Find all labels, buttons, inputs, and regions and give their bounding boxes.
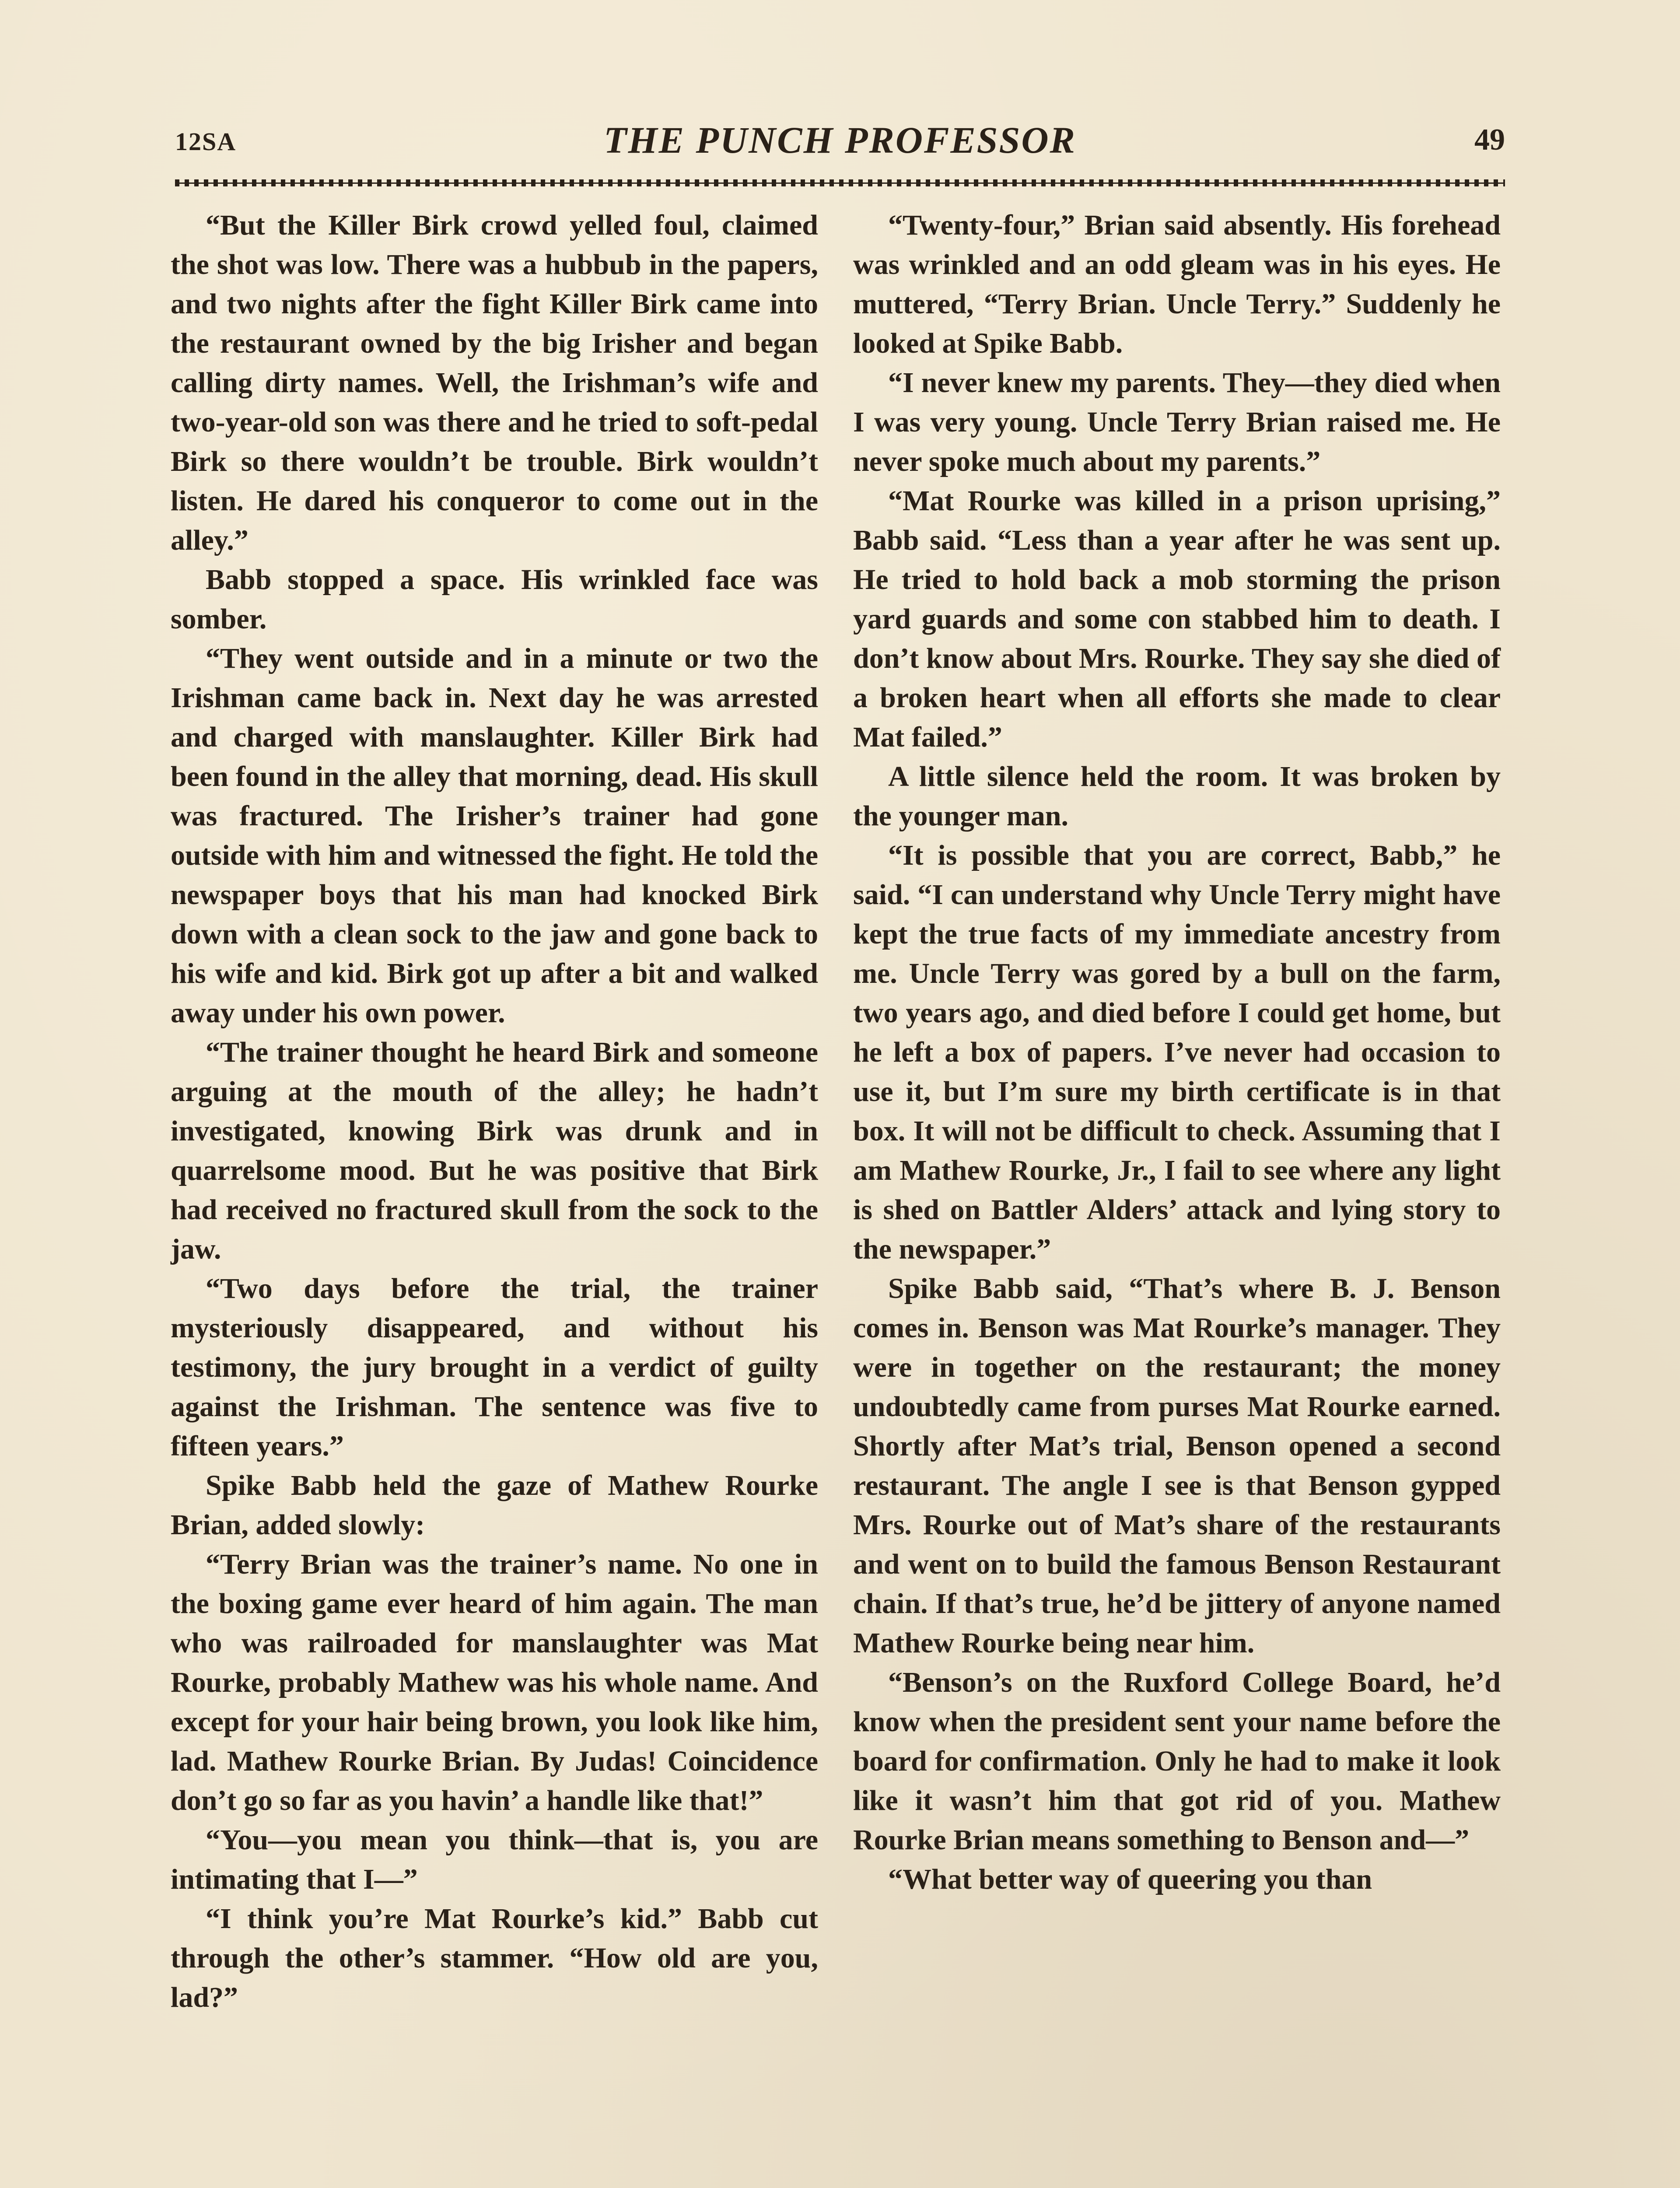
paragraph: Spike Babb held the gaze of Mathew Rourke Brian, added slowly:: [171, 1469, 818, 1541]
paragraph: A little silence held the room. It was broken by the younger man.: [853, 761, 1501, 832]
paragraph: “They went outside and in a minute or two the Irishman came back in. Next day he was arrested and charged with manslaughter. Killer Birk had been found in the alley that morning, dead. His skull was fractured. The Irisher’s trainer had gone outside with him and witnessed the fight. He told the newspaper boys that his man had knocked Birk down with a clean sock to the jaw and gone back to his wife and kid. Birk got up after a bit and walked away under his own power.: [171, 642, 818, 1029]
story-title: THE PUNCH PROFESSOR: [604, 119, 1076, 161]
page-number: 49: [1474, 123, 1505, 157]
paragraph: “What better way of queering you than: [888, 1863, 1372, 1895]
paragraph: “Twenty-four,” Brian said absently. His forehead was wrinkled and an odd gleam was in his eyes. He muttered, “Terry Brian. Uncle Terry.” Suddenly he looked at Spike Babb.: [853, 209, 1501, 359]
paragraph: “You—you mean you think—that is, you are intimating that I—”: [171, 1824, 818, 1895]
paragraph: “But the Killer Birk crowd yelled foul, claimed the shot was low. There was a hubbub in the papers, and two nights after the fight Killer Birk came into the restaurant owned by the big Irisher and began calling dirty names. Well, the Irishman’s wife and two-year-old son was there and he tried to soft-pedal Birk so there wouldn’t be trouble. Birk wouldn’t listen. He dared his conqueror to come out in the alley.”: [171, 209, 818, 556]
paragraph: “Terry Brian was the trainer’s name. No one in the boxing game ever heard of him again. The man who was railroaded for manslaughter was Mat Rourke, probably Mathew was his whole name. And except for your hair being brown, you look like him, lad. Mathew Rourke Brian. By Judas! Coincidence don’t go so far as you havin’ a handle like that!”: [171, 1548, 818, 1816]
left-column: [171, 206, 818, 2017]
right-column: [853, 206, 1501, 2017]
paragraph: “The trainer thought he heard Birk and someone arguing at the mouth of the alley; he hadn’t investigated, knowing Birk was drunk and in quarrelsome mood. But he was positive that Birk had received no fractured skull from the sock to the jaw.: [171, 1036, 818, 1265]
issue-code: 12SA: [175, 127, 237, 156]
paragraph: “I think you’re Mat Rourke’s kid.” Babb cut through the other’s stammer. “How old are you, lad?”: [171, 1903, 818, 2013]
paragraph: “Two days before the trial, the trainer mysteriously disappeared, and without his testimony, the jury brought in a verdict of guilty against the Irishman. The sentence was five to fifteen years.”: [171, 1273, 818, 1462]
paragraph: Spike Babb said, “That’s where B. J. Benson comes in. Benson was Mat Rourke’s manager. They were in together on the restaurant; the money undoubtedly came from purses Mat Rourke earned. Shortly after Mat’s trial, Benson opened a second restaurant. The angle I see is that Benson gypped Mrs. Rourke out of Mat’s share of the restaurants and went on to build the famous Benson Restaurant chain. If that’s true, he’d be jittery of anyone named Mathew Rourke being near him.: [853, 1273, 1501, 1659]
text-columns: [171, 206, 1501, 2017]
page-header: [175, 118, 1505, 171]
header-ornament-rule: [175, 179, 1505, 186]
paragraph: “Benson’s on the Ruxford College Board, he’d know when the president sent your name before the board for confirmation. Only he had to make it look like it wasn’t him that got rid of you. Mathew Rourke Brian means something to Benson and—”: [853, 1666, 1501, 1856]
paragraph: Babb stopped a space. His wrinkled face was somber.: [171, 564, 818, 635]
paragraph: “It is possible that you are correct, Babb,” he said. “I can understand why Uncle Terry might have kept the true facts of my immediate ancestry from me. Uncle Terry was gored by a bull on the farm, two years ago, and died before I could get home, but he left a box of papers. I’ve never had occasion to use it, but I’m sure my birth certificate is in that box. It will not be difficult to check. Assuming that I am Mathew Rourke, Jr., I fail to see where any light is shed on Battler Alders’ attack and lying story to the newspaper.”: [853, 839, 1501, 1265]
paragraph: “Mat Rourke was killed in a prison uprising,” Babb said. “Less than a year after he was sent up. He tried to hold back a mob storming the prison yard guards and some con stabbed him to death. I don’t know about Mrs. Rourke. They say she died of a broken heart when all efforts she made to clear Mat failed.”: [853, 485, 1501, 753]
paragraph: “I never knew my parents. They—they died when I was very young. Uncle Terry Brian raised me. He never spoke much about my parents.”: [853, 367, 1501, 477]
